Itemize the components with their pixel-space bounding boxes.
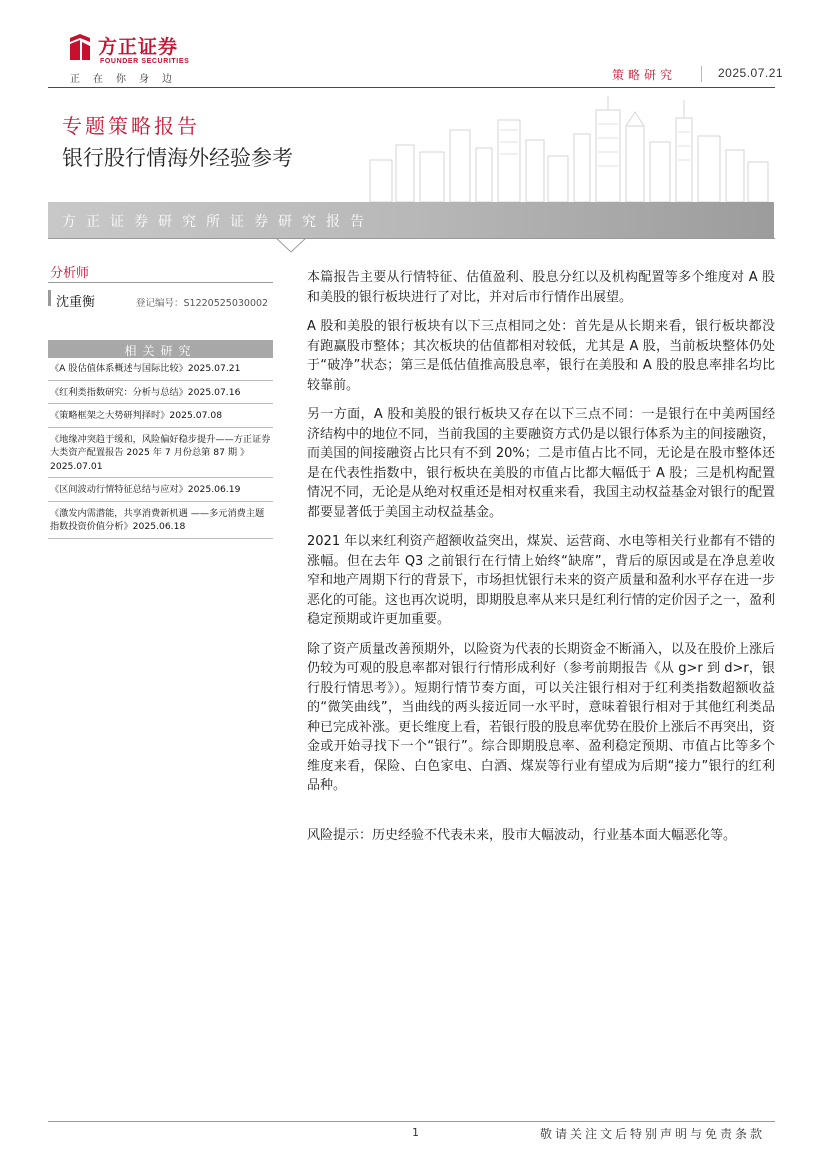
- related-research-heading: [48, 340, 273, 358]
- analyst-registration: 登记编号：S1220525030002: [136, 298, 269, 309]
- body-paragraph: 除了资产质量改善预期外，以险资为代表的长期资金不断涌入，以及在股价上涨后仍较为可观的股息率都对银行行情形成利好（参考前期报告《从 g>r 到 d>r，银行股行情思考》）。短期行情节奏方面，可以关注银行相对于红利类指数超额收益的“微笑曲线”，当曲线的两头接近同一水平时，意味着银行相对于其他红利类品种已完成补涨。更长维度上看，若银行股的股息率优势在股价上涨后不再突出，资金或开始寻找下一个“银行”。综合即期股息率、盈利稳定预期、市值占比等多个维度来看，保险、白色家电、白酒、煤炭等行业有望成为后期“接力”银行的红利品种。: [307, 641, 776, 793]
- header-rule: [48, 87, 775, 88]
- related-research-heading-text: 相关研究: [124, 344, 197, 358]
- footer-rule: [48, 1121, 775, 1122]
- banner-rule: [48, 238, 775, 239]
- founder-logo-icon: [66, 32, 94, 62]
- report-category: 策略研究: [612, 68, 677, 82]
- body-paragraph: 另一方面，A 股和美股的银行板块又存在以下三点不同：一是银行在中美两国经济结构中的地位不同，当前我国的主要融资方式仍是以银行体系为主的间接融资，而美国的间接融资占比只有不到 20%；二是市值占比不同，无论是在股市整体还是在代表性指数中，银行板块在美股的市值占比都大幅低于 A 股；三是机构配置情况不同，无论是从绝对权重还是相对权重来看，我国主动权益基金对银行的配置都要显著低于美国主动权益基金。: [307, 407, 776, 520]
- analyst-section-label: 分析师: [50, 266, 90, 281]
- related-research-item[interactable]: 《红利类指数研究：分析与总结》2025.07.16: [48, 384, 273, 405]
- body-paragraph: A 股和美股的银行板块有以下三点相同之处：首先是从长期来看，银行板块都没有跑赢股市整体；其次板块的估值都相对较低，尤其是 A 股，当前板块整体仍处于“破净”状态；第三是低估值推高股息率，银行在美股和 A 股的股息率排名均比较靠前。: [307, 319, 775, 393]
- related-research-item[interactable]: 《区间波动行情特征总结与应对》2025.06.19: [48, 481, 273, 502]
- risk-warning: 风险提示：历史经验不代表未来，股市大幅波动，行业基本面大幅恶化等。: [307, 828, 737, 843]
- body-paragraph: 2021 年以来红利资产超额收益突出，煤炭、运营商、水电等相关行业都有不错的涨幅。但在去年 Q3 之前银行在行情上始终“缺席”，背后的原因或是在净息差收窄和地产周期下行的背景下，市场担忧银行未来的资产质量和盈利水平存在进一步恶化的可能。这也再次说明，即期股息率从来只是红利行情的定价因子之一，盈利稳定预期或许更加重要。: [307, 534, 776, 627]
- report-type: 专题策略报告: [62, 114, 200, 138]
- city-skyline-illustration: [350, 90, 776, 202]
- institute-banner: [48, 202, 774, 238]
- related-research-item[interactable]: 《A 股估值体系概述与国际比较》2025.07.21: [48, 360, 273, 381]
- banner-text: 方正证券研究所证券研究报告: [62, 214, 374, 230]
- related-research-item[interactable]: 《激发内需潜能，共享消费新机遇 ——多元消费主题指数投资价值分析》2025.06.18: [48, 505, 273, 539]
- brand-name-en: FOUNDER SECURITIES: [100, 58, 190, 65]
- body-paragraph: 本篇报告主要从行情特征、估值盈利、股息分红以及机构配置等多个维度对 A 股和美股的银行板块进行了对比，并对后市行情作出展望。: [307, 270, 775, 305]
- analyst-name: 沈重衡: [56, 295, 96, 310]
- related-research-item[interactable]: 《策略框架之大势研判择时》2025.07.08: [48, 407, 273, 428]
- analyst-marker: [48, 290, 51, 306]
- report-title: 银行股行情海外经验参考: [62, 146, 293, 170]
- disclaimer-note[interactable]: 敬请关注文后特别声明与免责条款: [540, 1127, 766, 1141]
- report-date: 2025.07.21: [718, 66, 784, 80]
- analyst-rule: [48, 282, 273, 283]
- brand-name-cn: 方正证券: [98, 36, 179, 58]
- brand-slogan: 正在你身边: [70, 74, 185, 85]
- report-body: [307, 268, 775, 806]
- page-number: 1: [412, 1126, 419, 1139]
- related-research-list: [48, 360, 273, 542]
- related-research-item[interactable]: 《地缘冲突趋于缓和，风险偏好稳步提升——方正证券大类资产配置报告 2025 年 7 月份总第 87 期 》2025.07.01: [48, 431, 273, 479]
- banner-notch-decoration: [276, 238, 306, 256]
- header-divider: [701, 66, 702, 82]
